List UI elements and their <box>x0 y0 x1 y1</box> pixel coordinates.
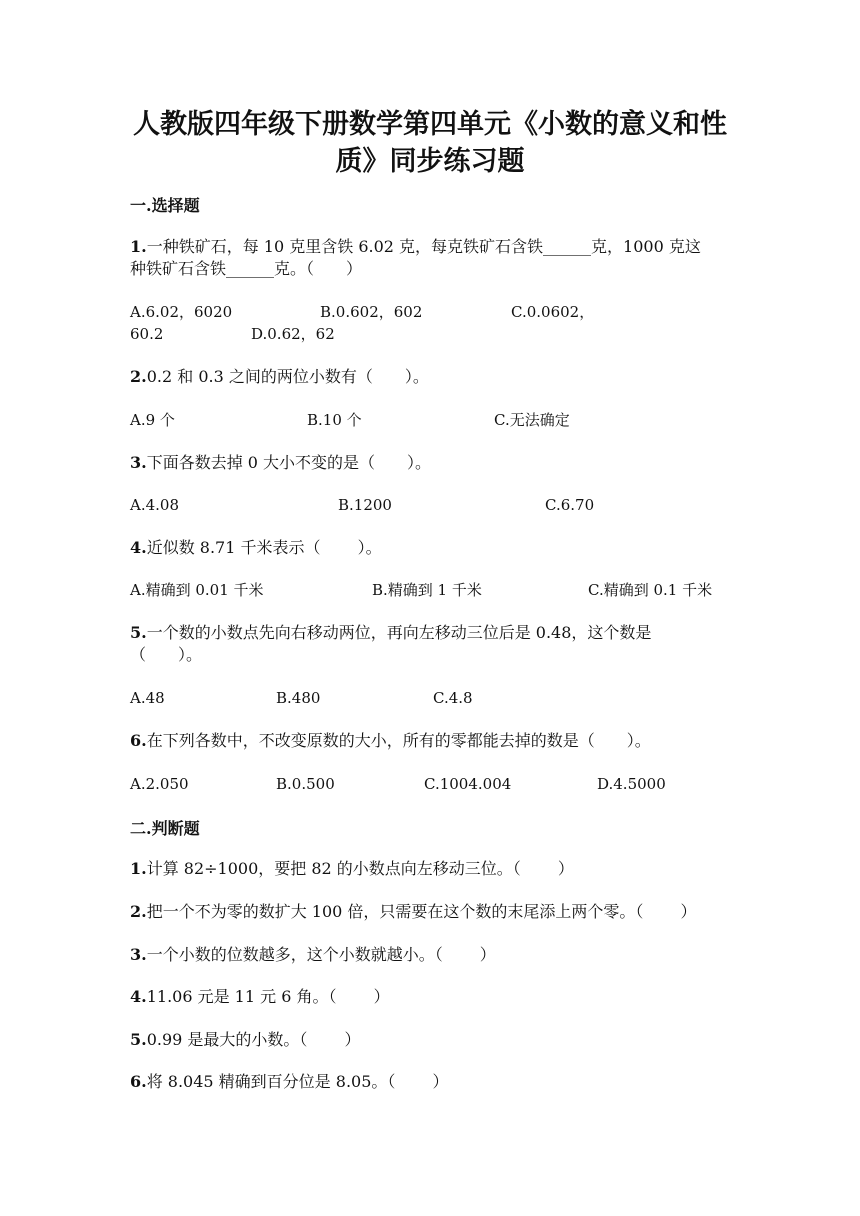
question-number: 4. <box>130 538 147 557</box>
question-number: 6. <box>130 731 147 750</box>
question-text: 11.06 元是 11 元 6 角。（ ） <box>146 987 390 1006</box>
page-title-line-1: 人教版四年级下册数学第四单元《小数的意义和性 <box>133 109 727 140</box>
question-text: 将 8.045 精确到百分位是 8.05。（ ） <box>146 1072 449 1091</box>
section-heading-choice: 一.选择题 <box>130 196 200 215</box>
option-a: A.精确到 0.01 千米 <box>130 581 264 599</box>
option-a: A.4.08 <box>130 496 179 514</box>
choice-question-2 <box>130 366 740 388</box>
judgement-question-3 <box>130 944 740 966</box>
option-c: C.无法确定 <box>494 411 570 429</box>
option-c: C.精确到 0.1 千米 <box>588 581 713 599</box>
choice-question-1 <box>130 236 740 258</box>
question-number: 3. <box>130 453 147 472</box>
question-text: 一种铁矿石，每 10 克里含铁 6.02 克，每克铁矿石含铁______克，1000 克这 <box>146 237 701 256</box>
question-text: 计算 82÷1000，要把 82 的小数点向左移动三位。（ ） <box>146 859 574 878</box>
question-number: 3. <box>130 945 147 964</box>
question-text: 0.99 是最大的小数。（ ） <box>146 1030 361 1049</box>
choice-question-5-cont: （ ）。 <box>130 645 203 664</box>
question-number: 1. <box>130 237 147 256</box>
question-text: 在下列各数中，不改变原数的大小，所有的零都能去掉的数是（ ）。 <box>146 731 651 750</box>
question-text: 下面各数去掉 0 大小不变的是（ ）。 <box>146 453 432 472</box>
question-text: 0.2 和 0.3 之间的两位小数有（ ）。 <box>146 367 429 386</box>
question-number: 6. <box>130 1072 147 1091</box>
page-title-line-2: 质》同步练习题 <box>335 146 525 177</box>
choice-question-5 <box>130 622 740 644</box>
judgement-question-1 <box>130 858 740 880</box>
question-number: 5. <box>130 1030 147 1049</box>
judgement-question-6 <box>130 1071 740 1093</box>
option-c: C.6.70 <box>545 496 595 514</box>
option-b: B.10 个 <box>307 411 362 429</box>
judgement-question-5 <box>130 1029 740 1051</box>
question-number: 4. <box>130 987 147 1006</box>
option-d: D.4.5000 <box>597 775 666 793</box>
question-text: 一个小数的位数越多，这个小数就越小。（ ） <box>146 945 496 964</box>
option-a: A.6.02，6020 <box>130 303 233 321</box>
question-number: 2. <box>130 902 147 921</box>
option-b: B.1200 <box>338 496 392 514</box>
question-number: 5. <box>130 623 147 642</box>
question-text: 把一个不为零的数扩大 100 倍，只需要在这个数的末尾添上两个零。（ ） <box>146 902 697 921</box>
judgement-question-2 <box>130 901 740 923</box>
option-b: B.精确到 1 千米 <box>372 581 482 599</box>
option-c-cont: 60.2 <box>130 325 164 343</box>
choice-question-3 <box>130 452 740 474</box>
question-text: 近似数 8.71 千米表示（ ）。 <box>146 538 382 557</box>
option-a: A.2.050 <box>130 775 189 793</box>
option-c: C.1004.004 <box>424 775 512 793</box>
option-c: C.0.0602， <box>511 303 595 321</box>
question-number: 1. <box>130 859 147 878</box>
judgement-question-4 <box>130 986 740 1008</box>
option-a: A.9 个 <box>130 411 175 429</box>
question-number: 2. <box>130 367 147 386</box>
option-b: B.480 <box>276 689 321 707</box>
question-text: 一个数的小数点先向右移动两位，再向左移动三位后是 0.48，这个数是 <box>146 623 652 642</box>
option-d: D.0.62，62 <box>251 325 335 343</box>
option-a: A.48 <box>130 689 165 707</box>
choice-question-4 <box>130 537 740 559</box>
choice-question-6 <box>130 730 740 752</box>
choice-question-1-cont: 种铁矿石含铁______克。（ ） <box>130 259 363 278</box>
option-c: C.4.8 <box>433 689 473 707</box>
option-b: B.0.500 <box>276 775 335 793</box>
option-b: B.0.602，602 <box>320 303 423 321</box>
section-heading-judgement: 二.判断题 <box>130 819 200 838</box>
